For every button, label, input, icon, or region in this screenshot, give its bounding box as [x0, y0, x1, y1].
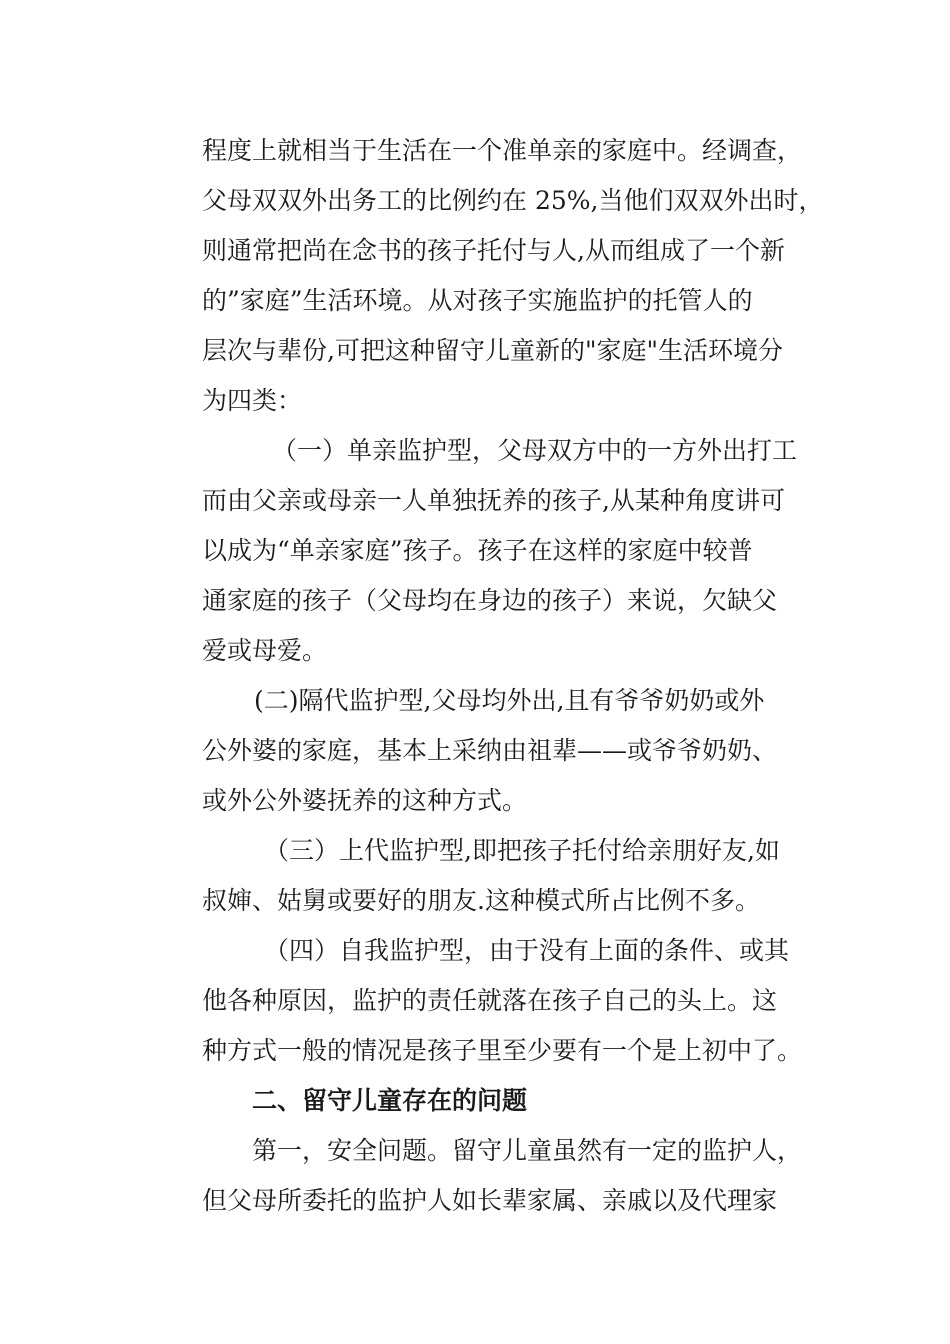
body-line: 但父母所委托的监护人如长辈家属、亲戚以及代理家: [202, 1186, 778, 1215]
list-item-line: （三）上代监护型,即把孩子托付给亲朋好友,如: [264, 836, 780, 865]
body-line: 叔婶、姑舅或要好的朋友.这种模式所占比例不多。: [202, 886, 760, 915]
body-line: 种方式一般的情况是孩子里至少要有一个是上初中了。: [202, 1036, 803, 1065]
body-line: 或外公外婆抚养的这种方式。: [202, 786, 528, 815]
paragraph-start-line: 第一，安全问题。留守儿童虽然有一定的监护人，: [252, 1136, 803, 1165]
body-line: 公外婆的家庭，基本上采纳由祖辈——或爷爷奶奶、: [202, 736, 778, 765]
list-item-line: (二)隔代监护型,父母均外出,且有爷爷奶奶或外: [254, 686, 765, 715]
document-body: [202, 126, 824, 1226]
body-line: 的”家庭”生活环境。从对孩子实施监护的托管人的: [202, 286, 753, 315]
body-line: 层次与辈份,可把这种留守儿童新的"家庭"生活环境分: [202, 336, 783, 365]
list-item-line: （一）单亲监护型，父母双方中的一方外出打工: [272, 436, 798, 465]
body-line: 以成为“单亲家庭”孩子。孩子在这样的家庭中较普: [202, 536, 753, 565]
body-line: 则通常把尚在念书的孩子托付与人,从而组成了一个新: [202, 236, 785, 265]
body-line: 他各种原因，监护的责任就落在孩子自己的头上。这: [202, 986, 778, 1015]
body-line: 通家庭的孩子（父母均在身边的孩子）来说，欠缺父: [202, 586, 778, 615]
body-line: 程度上就相当于生活在一个准单亲的家庭中。经调查，: [202, 136, 803, 165]
body-line: 为四类：: [202, 386, 303, 415]
body-line: 而由父亲或母亲一人单独抚养的孩子,从某种角度讲可: [202, 486, 785, 515]
section-heading: 二、留守儿童存在的问题: [252, 1086, 528, 1115]
body-line: 父母双双外出务工的比例约在 25%,当他们双双外出时，: [202, 186, 824, 215]
list-item-line: （四）自我监护型，由于没有上面的条件、或其: [264, 936, 790, 965]
body-line: 爱或母爱。: [202, 636, 328, 665]
